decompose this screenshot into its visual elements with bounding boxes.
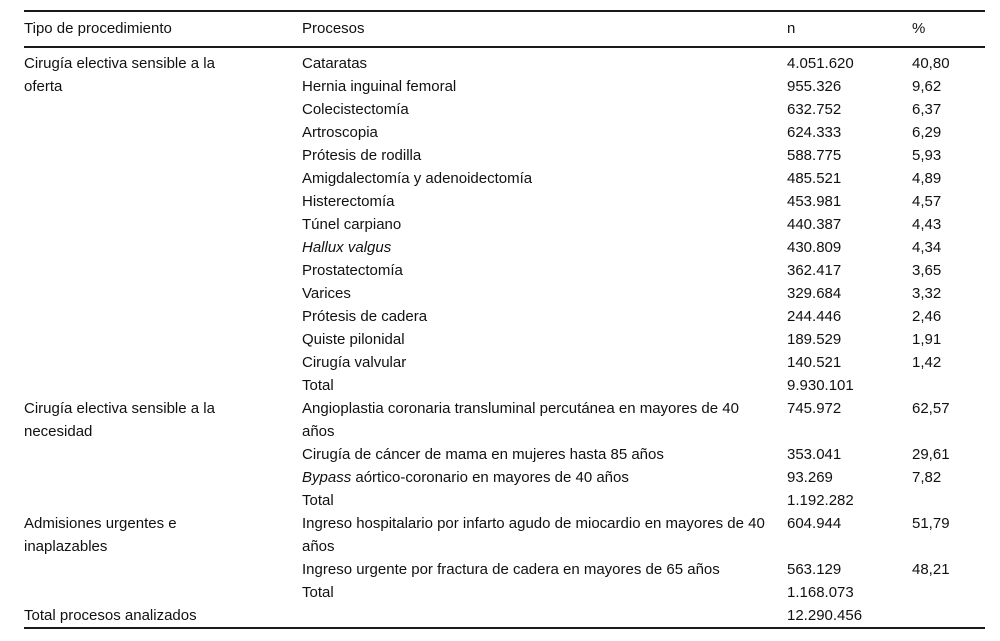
pct-cell: 3,32 [912, 285, 942, 302]
process-text: Cirugía de cáncer de mama en mujeres hasta 85 años [302, 446, 664, 463]
pct-cell: 6,37 [912, 101, 942, 118]
process-cell [302, 121, 787, 144]
process-text: Artroscopia [302, 124, 378, 141]
footer-row [24, 604, 985, 628]
col-header-pct: % [912, 11, 985, 47]
pct-cell: 4,57 [912, 193, 942, 210]
n-cell: 189.529 [787, 331, 842, 348]
table-row [24, 47, 985, 75]
process-cell [302, 351, 787, 374]
n-cell: 353.041 [787, 446, 842, 463]
pct-cell: 4,34 [912, 239, 942, 256]
process-text: Colecistectomía [302, 101, 409, 118]
pct-cell: 4,89 [912, 170, 942, 187]
n-cell: 632.752 [787, 101, 842, 118]
n-cell: 955.326 [787, 78, 842, 95]
pct-cell [912, 489, 985, 512]
pct-cell [912, 581, 985, 604]
process-cell [302, 236, 787, 259]
pct-cell: 7,82 [912, 469, 942, 486]
process-text: Hernia inguinal femoral [302, 78, 457, 95]
group-label: Cirugía electiva sensible a la oferta [24, 55, 215, 95]
n-cell: 563.129 [787, 561, 842, 578]
n-cell: 140.521 [787, 354, 842, 371]
pct-cell: 5,93 [912, 147, 942, 164]
process-cell [302, 75, 787, 98]
process-cell [302, 259, 787, 282]
process-cell [302, 144, 787, 167]
process-text: Histerectomía [302, 193, 395, 210]
process-text-italic: Hallux valgus [302, 239, 392, 256]
pct-cell: 1,42 [912, 354, 942, 371]
pct-cell: 1,91 [912, 331, 942, 348]
procedures-table [24, 10, 985, 629]
pct-cell: 40,80 [912, 55, 950, 72]
pct-cell: 6,29 [912, 124, 942, 141]
process-text: Túnel carpiano [302, 216, 402, 233]
pct-cell: 2,46 [912, 308, 942, 325]
process-text: Prostatectomía [302, 262, 403, 279]
process-text: Total [302, 377, 334, 394]
pct-cell: 3,65 [912, 262, 942, 279]
process-cell [302, 47, 787, 75]
process-text: Quiste pilonidal [302, 331, 405, 348]
process-cell [302, 98, 787, 121]
process-cell [302, 489, 787, 512]
n-cell: 244.446 [787, 308, 842, 325]
n-cell: 745.972 [787, 400, 842, 417]
n-cell: 4.051.620 [787, 55, 854, 72]
process-cell [302, 328, 787, 351]
group-label: Admisiones urgentes e inaplazables [24, 515, 177, 555]
n-cell: 329.684 [787, 285, 842, 302]
process-cell [302, 466, 787, 489]
process-text: Total [302, 492, 334, 509]
pct-cell: 62,57 [912, 400, 950, 417]
process-cell [302, 581, 787, 604]
n-cell: 1.192.282 [787, 492, 854, 509]
group-label: Cirugía electiva sensible a la necesidad [24, 400, 215, 440]
n-cell: 93.269 [787, 469, 833, 486]
process-text: Cirugía valvular [302, 354, 407, 371]
n-cell: 9.930.101 [787, 377, 854, 394]
n-cell: 1.168.073 [787, 584, 854, 601]
pct-cell: 29,61 [912, 446, 950, 463]
n-cell: 440.387 [787, 216, 842, 233]
process-cell [302, 167, 787, 190]
process-text: Cataratas [302, 55, 368, 72]
process-text: Prótesis de cadera [302, 308, 428, 325]
col-header-tipo-procedimiento: Tipo de procedimiento [24, 11, 302, 47]
header-row [24, 11, 985, 47]
process-cell [302, 512, 787, 558]
process-text: Prótesis de rodilla [302, 147, 422, 164]
process-text: Angioplastia coronaria transluminal percutánea en mayores de 40 años [302, 400, 739, 440]
process-text-italic: Bypass [302, 469, 352, 486]
process-text: Ingreso hospitalario por infarto agudo de miocardio en mayores de 40 años [302, 515, 765, 555]
process-text: Total [302, 584, 334, 601]
n-cell: 485.521 [787, 170, 842, 187]
table-body [24, 47, 985, 628]
process-cell [302, 443, 787, 466]
process-cell [302, 374, 787, 397]
col-header-n: n [787, 11, 912, 47]
footer-label: Total procesos analizados [24, 607, 197, 624]
process-cell [302, 558, 787, 581]
pct-cell: 48,21 [912, 561, 950, 578]
process-cell [302, 213, 787, 236]
n-cell: 604.944 [787, 515, 842, 532]
table-row [24, 512, 985, 558]
n-cell: 362.417 [787, 262, 842, 279]
pct-cell: 9,62 [912, 78, 942, 95]
pct-cell [912, 604, 985, 628]
pct-cell: 4,43 [912, 216, 942, 233]
process-cell [302, 190, 787, 213]
n-cell: 430.809 [787, 239, 842, 256]
process-cell [302, 305, 787, 328]
process-cell [302, 397, 787, 443]
table-row [24, 397, 985, 443]
process-text: aórtico-coronario en mayores de 40 años [351, 469, 629, 486]
process-text: Ingreso urgente por fractura de cadera en mayores de 65 años [302, 561, 720, 578]
n-cell: 12.290.456 [787, 607, 863, 624]
n-cell: 453.981 [787, 193, 842, 210]
n-cell: 624.333 [787, 124, 842, 141]
process-text: Amigdalectomía y adenoidectomía [302, 170, 533, 187]
process-cell [302, 604, 787, 628]
process-cell [302, 282, 787, 305]
process-text: Varices [302, 285, 351, 302]
col-header-procesos: Procesos [302, 11, 787, 47]
n-cell: 588.775 [787, 147, 842, 164]
pct-cell: 51,79 [912, 515, 950, 532]
table-header [24, 11, 985, 47]
pct-cell [912, 374, 985, 397]
